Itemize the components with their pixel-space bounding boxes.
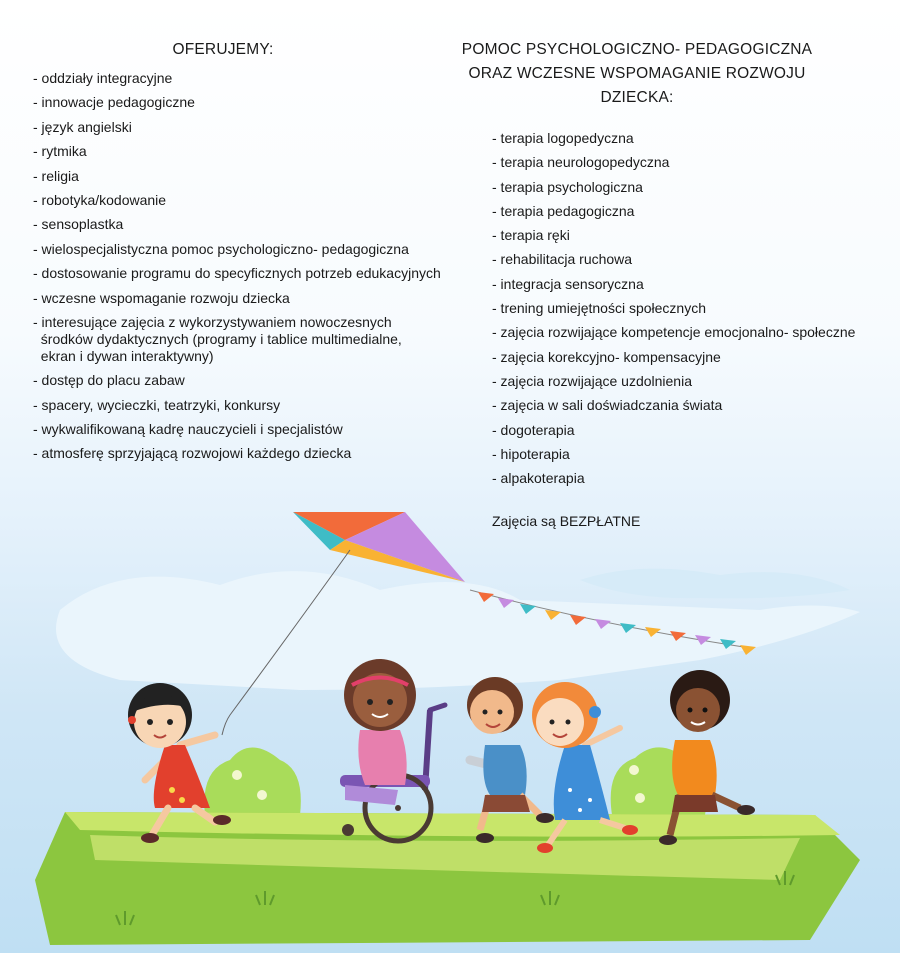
support-item: - hipoterapia (492, 445, 570, 462)
support-item: - dogoterapia (492, 421, 575, 438)
free-note-prefix: Zajęcia są (492, 513, 560, 530)
support-item: - terapia psychologiczna (492, 178, 643, 195)
support-section (461, 38, 892, 530)
support-item: - rehabilitacja ruchowa (492, 251, 633, 268)
offer-item: - język angielski (33, 118, 132, 135)
offer-item: - oddziały integracyjne (33, 70, 173, 86)
cloud-icon (580, 569, 850, 599)
support-list (492, 130, 892, 487)
offer-heading: OFERUJEMY: (172, 41, 274, 58)
support-item: - trening umiejętności społecznych (492, 300, 706, 317)
support-heading-line2: ORAZ WCZESNE WSPOMAGANIE ROZWOJU DZIECKA: (468, 65, 806, 106)
support-item: - integracja sensoryczna (492, 275, 644, 292)
children-playing-illustration (0, 500, 900, 953)
offer-item: - rytmika (33, 143, 87, 160)
bush-icon (204, 748, 301, 816)
offer-item: - dostosowanie programu do specyficznych potrzeb edukacyjnych (33, 265, 441, 282)
offer-item: - sensoplastka (33, 216, 124, 233)
offer-item: - religia (33, 167, 79, 184)
offer-list (33, 70, 453, 462)
support-item: - terapia ręki (492, 227, 570, 244)
offer-item: - spacery, wycieczki, teatrzyki, konkursy (33, 396, 281, 413)
support-item: - terapia pedagogiczna (492, 202, 635, 219)
support-item: - zajęcia korekcyjno- kompensacyjne (492, 348, 721, 365)
offer-item: - robotyka/kodowanie (33, 191, 167, 208)
support-item: - zajęcia rozwijające uzdolnienia (492, 372, 692, 389)
support-heading (457, 38, 817, 110)
support-item: - alpakoterapia (492, 470, 585, 487)
offer-item: - interesujące zajęcia z wykorzystywaniem nowoczesnych (33, 313, 392, 330)
support-item: - terapia neurologopedyczna (492, 154, 670, 171)
support-item: - zajęcia w sali doświadczania świata (492, 397, 723, 414)
support-item: - zajęcia rozwijające kompetencje emocjonalno- społeczne (492, 324, 856, 341)
offer-item: - atmosferę sprzyjającą rozwojowi każdego dziecka (33, 445, 352, 462)
offer-item-continued: ekran i dywan interaktywny) (33, 347, 214, 364)
support-heading-line1: POMOC PSYCHOLOGICZNO- PEDAGOGICZNA (461, 41, 813, 58)
offer-item: - wielospecjalistyczna pomoc psychologiczno- pedagogiczna (33, 240, 409, 257)
offer-item: - wczesne wspomaganie rozwoju dziecka (33, 289, 290, 306)
grass-hill-icon (35, 812, 860, 945)
offer-item-continued: środków dydaktycznych (programy i tablice multimedialne, (33, 330, 402, 347)
offer-section (33, 38, 453, 470)
free-note-emphasis: BEZPŁATNE (559, 513, 641, 530)
offer-item: - dostęp do placu zabaw (33, 372, 185, 389)
offer-item: - innowacje pedagogiczne (33, 94, 195, 111)
offer-item: - wykwalifikowaną kadrę nauczycieli i specjalistów (33, 421, 343, 438)
support-item: - terapia logopedyczna (492, 130, 634, 146)
